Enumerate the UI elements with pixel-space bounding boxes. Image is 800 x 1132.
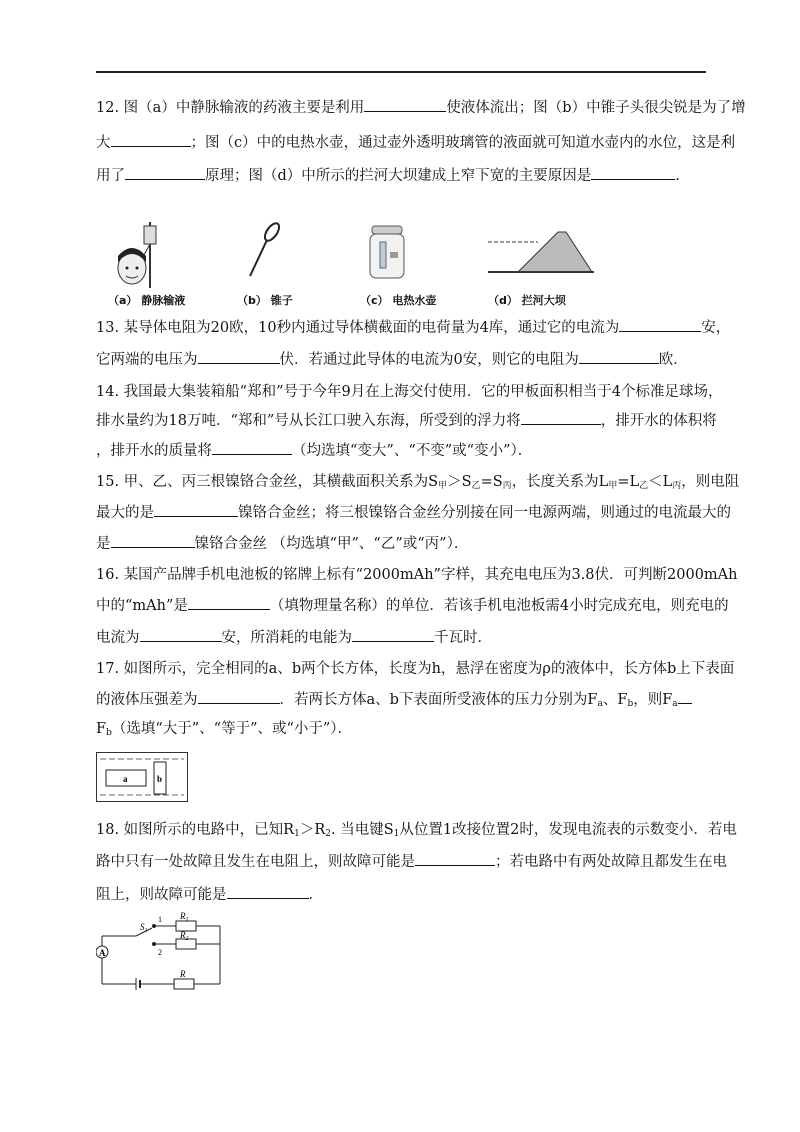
q12-line-1 [96,97,746,118]
subscript: 2 [325,829,331,839]
q15-text: ，长度关系为L [511,474,609,490]
answer-blank[interactable] [619,317,701,332]
q14-text: ，排开水的质量将 [96,443,212,459]
figure-b-awl [244,220,284,280]
q18-text: 从位置1改接位置2时，发现电流表的示数变小．若电 [399,822,737,838]
figure-a-caption: （a） 静脉输液 [108,294,186,307]
q15-line-1 [96,472,739,496]
r-label: R [180,969,186,979]
q16-text: 电流为 [96,630,140,646]
q14-line-3 [96,440,532,461]
subscript: 甲 [438,481,448,491]
q17-text: ．若两长方体a、b下表面所受液体的压力分别为F [279,692,598,708]
answer-blank[interactable] [140,627,222,642]
q15-text: ＞S [447,474,472,490]
q13-text: 伏．若通过此导体的电流为0安，则它的电阻为 [279,352,579,368]
q15-text: =S [480,474,503,490]
figure-b-caption: （b） 锥子 [237,294,293,307]
q15-text: =L [617,474,640,490]
answer-blank[interactable] [198,689,280,704]
position-2-label: 2 [158,948,162,957]
q18-line-2 [96,851,727,872]
subscript: 丙 [672,481,682,491]
q14-text: ，排开水的体积将 [600,413,717,429]
figure-d-caption: （d） 拦河大坝 [488,294,566,307]
q15-text: 15. 甲、乙、丙三根镍铬合金丝，其横截面积关系为S [96,474,439,490]
q18-text: ；若电路中有两处故障且都发生在电 [495,854,727,870]
q13-line-2 [96,349,688,370]
q12-text: 用了 [96,168,125,184]
subscript: 丙 [502,481,512,491]
q18-text: 阻上，则故障可能是 [96,887,227,903]
answer-blank[interactable] [415,851,495,866]
subscript: 乙 [471,481,481,491]
q16-text: 千瓦时． [434,630,492,646]
q14-line-1 [96,382,722,402]
q17-text: F [96,721,107,737]
subscript: a [597,699,603,709]
q18-line-1 [96,820,737,844]
ammeter-label: A [99,948,106,958]
figure-d-dam [488,226,594,274]
answer-blank[interactable] [521,410,601,425]
q17-text: 的液体压强差为 [96,692,198,708]
q17-line-1 [96,659,734,679]
subscript: b [106,728,112,738]
q17-text: 17. 如图所示，完全相同的a、b两个长方体，长度为h，悬浮在密度为ρ的液体中，长方体b上下表面 [96,661,735,677]
answer-blank[interactable] [227,884,309,899]
q17-text: 、F [602,692,628,708]
q17-text: ，则F [633,692,673,708]
answer-blank[interactable] [111,533,195,548]
answer-blank[interactable] [111,132,191,147]
q14-text: 排水量约为18万吨．“郑和”号从长江口驶入东海，所受到的浮力将 [96,413,521,429]
q12-text: ；图（c）中的电热水壶，通过壶外透明玻璃管的液面就可知道水壶内的水位，这是利 [190,135,736,151]
q12-line-2 [96,132,735,153]
q15-line-3 [96,533,468,554]
q17-text: （选填“大于”、“等于”、或“小于”）． [111,721,353,737]
answer-blank[interactable] [212,440,292,455]
subscript: 1 [294,829,300,839]
r2-label: $R_2$ [180,930,189,942]
q13-text: 欧． [658,352,688,368]
figure-c-caption: （c） 电热水壶 [360,294,437,307]
q13-text: 它两端的电压为 [96,352,198,368]
figure-c-kettle [366,222,408,282]
q15-text: ＜L [648,474,673,490]
subscript: a [672,699,678,709]
q18-line-3 [96,884,323,905]
q16-text: 16. 某国产品牌手机电池板的铭牌上标有“2000mAh”字样，其充电电压为3.8伏．可判断2000mAh [96,567,738,583]
q16-line-1 [96,565,737,585]
subscript: 甲 [608,481,618,491]
q16-line-3 [96,627,492,648]
q15-text: 镍铬合金丝 （均选填“甲”、“乙”或“丙”）． [194,536,469,552]
q12-text: 使液体流出；图（b）中锥子头很尖锐是为了增 [446,100,746,116]
subscript: 1 [393,829,400,839]
q14-text: 14. 我国最大集装箱船“郑和”号于今年9月在上海交付使用．它的甲板面积相当于4个标准足球场， [96,384,723,400]
q12-text: 12. 图（a）中静脉输液的药液主要是利用 [96,100,365,116]
q16-text: 中的“mAh”是 [96,598,188,614]
q18-text: 路中只有一处故障且发生在电阻上，则故障可能是 [96,854,415,870]
q12-text: . [675,168,680,184]
q13-line-1 [96,317,730,338]
q16-text: 安，所消耗的电能为 [221,630,352,646]
q15-text: ，则电阻 [681,474,740,490]
answer-blank[interactable] [591,165,675,180]
q13-text: 安， [701,320,731,336]
answer-blank[interactable] [154,502,238,517]
q14-text: （均选填“变大”、“不变”或“变小”）． [292,443,533,459]
block-a-label: a [123,774,128,784]
answer-blank[interactable] [352,627,434,642]
answer-blank[interactable] [579,349,659,364]
answer-blank[interactable] [198,349,280,364]
q17-line-2 [96,689,692,714]
q18-text: 18. 如图所示的电路中，已知R [96,822,295,838]
q18-text: . 当电键S [330,822,394,838]
figure-a-iv-drip [110,218,172,290]
position-1-label: 1 [158,915,162,924]
figure-circuit [96,912,226,990]
q18-text: ＞R [299,822,326,838]
subscript: b [627,699,634,709]
subscript: 乙 [639,481,649,491]
answer-blank[interactable] [678,689,692,704]
q12-text: 原理；图（d）中所示的拦河大坝建成上窄下宽的主要原因是 [205,168,592,184]
q15-text: 是 [96,536,111,552]
q16-line-2 [96,595,729,616]
q12-line-3 [96,165,680,186]
q15-text: 镍铬合金丝；将三根镍铬合金丝分别接在同一电源两端，则通过的电流最大的 [238,505,731,521]
header-rule [96,71,706,73]
answer-blank[interactable] [188,595,270,610]
answer-blank[interactable] [364,97,446,112]
q12-text: 大 [96,135,111,151]
r1-label: $R_1$ [180,912,189,923]
q13-text: 13. 某导体电阻为20欧，10秒内通过导体横截面的电荷量为4库，通过它的电流为 [96,320,620,336]
q16-text: （填物理量名称）的单位．若该手机电池板需4小时完成充电，则充电的 [269,598,729,614]
switch-label: $S_1$ [140,922,148,934]
q15-line-2 [96,502,731,523]
q14-line-2 [96,410,717,431]
block-b-label: b [157,774,163,784]
q17-line-3 [96,719,352,743]
figure-floating-blocks [96,752,188,802]
answer-blank[interactable] [125,165,205,180]
q18-text: ． [308,887,323,903]
q15-text: 最大的是 [96,505,154,521]
